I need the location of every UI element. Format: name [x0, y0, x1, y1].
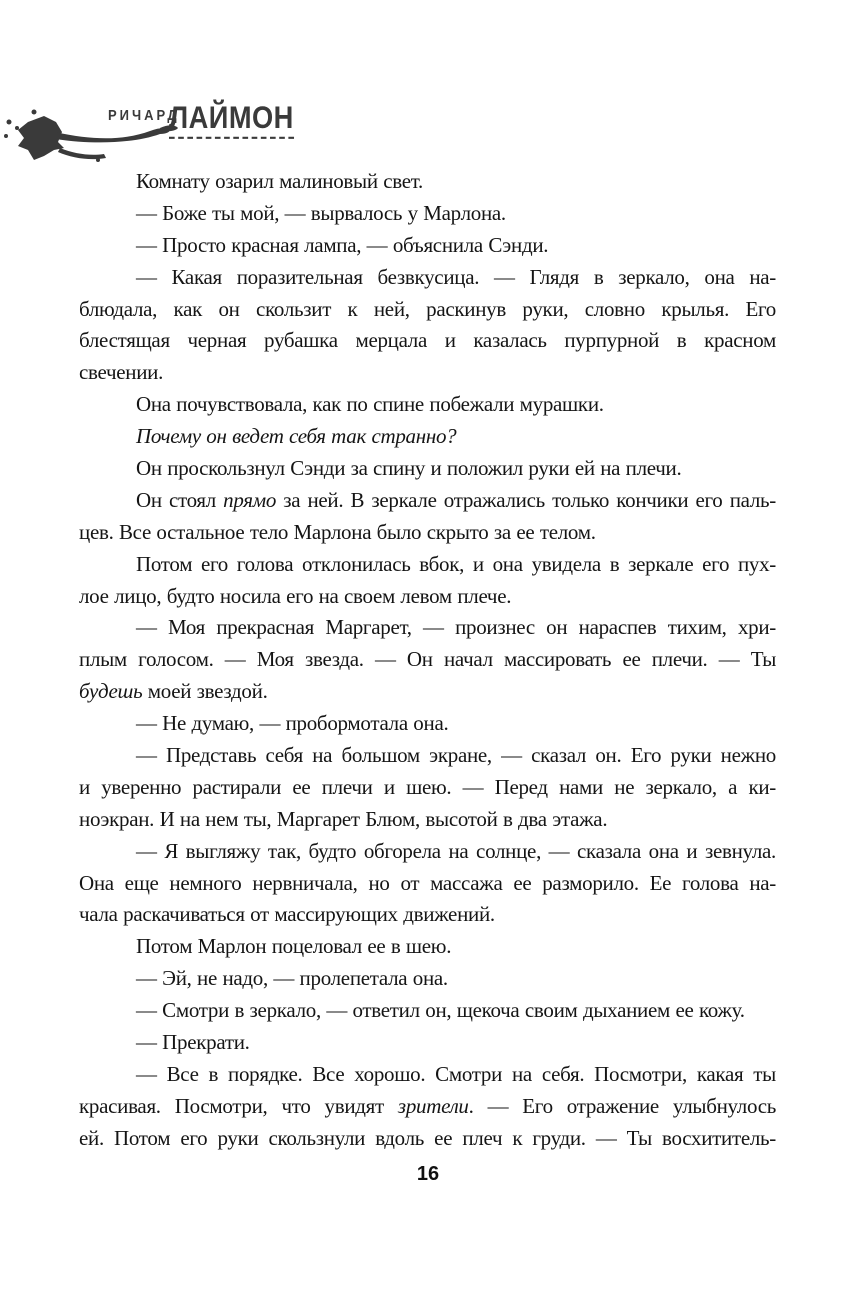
paragraph: [79, 708, 776, 740]
text-line: [79, 708, 776, 740]
text-segment: свечении.: [79, 360, 164, 385]
text-line: [79, 198, 776, 230]
text-line: [79, 325, 776, 357]
emphasized-text: прямо: [223, 487, 277, 512]
emphasized-text: зрители: [397, 1093, 469, 1118]
text-segment: ей. Потом его руки скользнули вдоль ее плеч к груди. — Ты восхититель-: [79, 1125, 776, 1150]
text-segment: — Боже ты мой, — вырвалось у Марлона.: [136, 200, 506, 225]
text-line: [79, 1123, 776, 1155]
text-segment: . — Его отражение улыбнулось: [468, 1093, 776, 1118]
text-segment: и уверенно растирали ее плечи и шею. — Перед нами не зеркало, а ки-: [79, 774, 776, 799]
paragraph: [79, 421, 776, 453]
text-segment: за ней. В зеркале отражались только кончики его паль-: [276, 487, 776, 512]
paragraph: [79, 836, 776, 932]
text-segment: Она еще немного нервничала, но от массажа ее разморило. Ее голова на-: [79, 870, 776, 895]
page-number: 16: [416, 1163, 440, 1185]
emphasized-text: Почему он ведет себя так странно?: [136, 424, 457, 449]
text-segment: Он стоял: [136, 487, 224, 512]
paragraph: [79, 1027, 776, 1059]
text-line: [79, 772, 776, 804]
paragraph: [79, 230, 776, 262]
text-line: [79, 899, 776, 931]
paragraph: [79, 166, 776, 198]
paragraph: [79, 389, 776, 421]
text-line: [79, 166, 776, 198]
text-segment: — Представь себя на большом экране, — сказал он. Его руки нежно: [136, 743, 776, 768]
text-segment: ноэкран. И на нем ты, Маргарет Блюм, высотой в два этажа.: [79, 806, 608, 831]
author-first-name: РИЧАРД: [108, 106, 180, 124]
text-segment: — Прекрати.: [136, 1030, 250, 1055]
text-segment: — Все в порядке. Все хорошо. Смотри на себя. Посмотри, какая ты: [136, 1061, 776, 1086]
text-line: [79, 453, 776, 485]
paragraph: [79, 740, 776, 836]
text-segment: — Моя прекрасная Маргарет, — произнес он нараспев тихим, хри-: [136, 615, 776, 640]
paragraph: [79, 198, 776, 230]
text-line: [79, 549, 776, 581]
text-segment: чала раскачиваться от массирующих движений.: [79, 902, 495, 927]
text-line: [79, 676, 776, 708]
text-segment: моей звездой.: [142, 679, 268, 704]
text-segment: — Не думаю, — пробормотала она.: [136, 711, 449, 736]
body-text: [79, 166, 776, 1155]
text-line: [79, 485, 776, 517]
text-line: [79, 804, 776, 836]
text-line: [79, 517, 776, 549]
text-segment: Потом Марлон поцеловал ее в шею.: [136, 934, 452, 959]
text-segment: — Смотри в зеркало, — ответил он, щекоча своим дыханием ее кожу.: [136, 998, 745, 1023]
emphasized-text: будешь: [79, 679, 143, 704]
text-line: [79, 581, 776, 613]
text-line: [79, 389, 776, 421]
text-line: [79, 931, 776, 963]
paragraph: [79, 453, 776, 485]
paragraph: [79, 995, 776, 1027]
publisher-author-logo: [0, 98, 294, 168]
text-line: [79, 357, 776, 389]
text-line: [79, 1059, 776, 1091]
text-line: [79, 644, 776, 676]
text-segment: Он проскользнул Сэнди за спину и положил руки ей на плечи.: [136, 456, 682, 481]
text-segment: — Какая поразительная безвкусица. — Глядя в зеркало, она на-: [136, 264, 776, 289]
text-segment: плым голосом. — Моя звезда. — Он начал массировать ее плечи. — Ты: [79, 647, 776, 672]
text-segment: — Эй, не надо, — пролепетала она.: [136, 966, 448, 991]
text-line: [79, 995, 776, 1027]
text-line: [79, 740, 776, 772]
paragraph: [79, 931, 776, 963]
text-segment: блестящая черная рубашка мерцала и казалась пурпурной в красном: [79, 328, 776, 353]
text-line: [79, 294, 776, 326]
paragraph: [79, 485, 776, 549]
text-segment: лое лицо, будто носила его на своем левом плече.: [79, 583, 512, 608]
text-line: [79, 612, 776, 644]
text-line: [79, 868, 776, 900]
author-last-name: ЛАЙМОН: [169, 100, 294, 139]
text-segment: красивая. Посмотри, что увидят: [79, 1093, 398, 1118]
text-line: [79, 963, 776, 995]
paragraph: [79, 612, 776, 708]
text-line: [79, 421, 776, 453]
text-line: [79, 1027, 776, 1059]
paragraph: [79, 262, 776, 390]
text-segment: блюдала, как он скользит к ней, раскинув руки, словно крылья. Его: [79, 296, 776, 321]
text-segment: Она почувствовала, как по спине побежали мурашки.: [136, 392, 604, 417]
text-line: [79, 262, 776, 294]
paragraph: [79, 963, 776, 995]
text-line: [79, 836, 776, 868]
text-segment: Потом его голова отклонилась вбок, и она увидела в зеркале его пух-: [136, 551, 776, 576]
text-line: [79, 230, 776, 262]
text-segment: цев. Все остальное тело Марлона было скрыто за ее телом.: [79, 519, 596, 544]
text-line: [79, 1091, 776, 1123]
text-segment: Комнату озарил малиновый свет.: [136, 169, 424, 193]
text-segment: — Я выгляжу так, будто обгорела на солнце, — сказала она и зевнула.: [136, 838, 776, 863]
paragraph: [79, 1059, 776, 1155]
paragraph: [79, 549, 776, 613]
text-segment: — Просто красная лампа, — объяснила Сэнди.: [136, 232, 549, 257]
